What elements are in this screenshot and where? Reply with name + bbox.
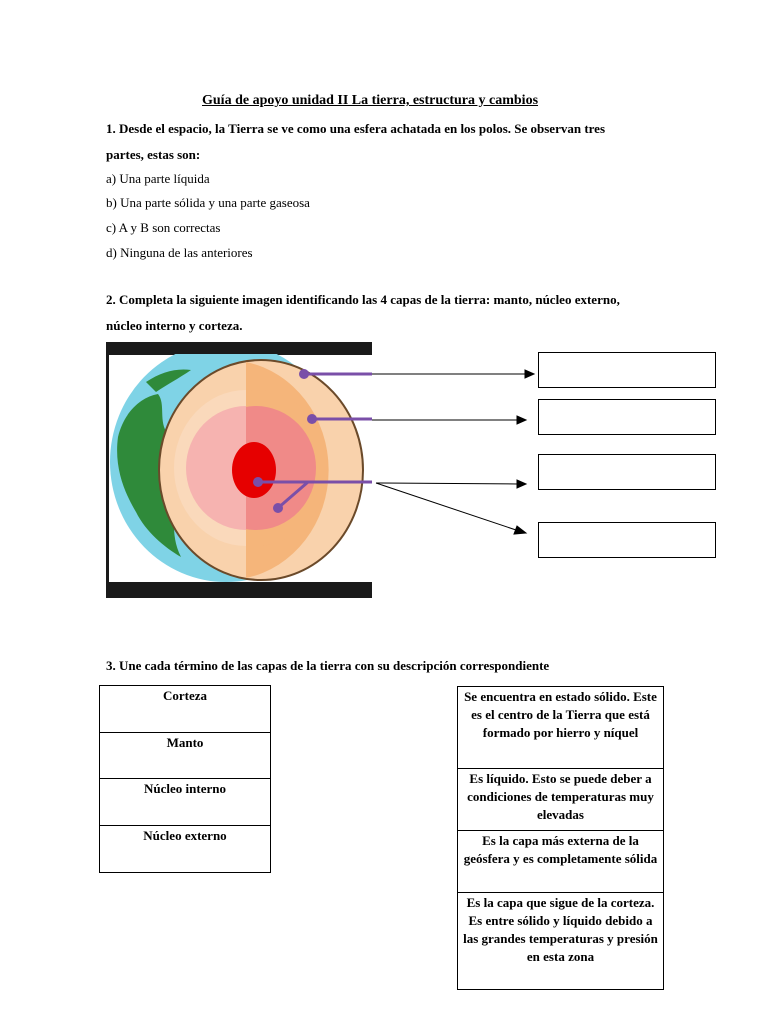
description-cell[interactable]: Se encuentra en estado sólido. Este es el centro de la Tierra que está formado por hierro y níquel <box>458 687 664 769</box>
answer-box-2[interactable] <box>538 399 716 435</box>
option-a: a) Una parte líquida <box>106 171 210 186</box>
answer-box-3[interactable] <box>538 454 716 490</box>
label-arrows <box>372 370 534 534</box>
question-2-text-cont: núcleo interno y corteza. <box>106 318 243 333</box>
description-cell[interactable]: Es líquido. Esto se puede deber a condiciones de temperaturas muy elevadas <box>458 769 664 831</box>
question-1-text: 1. Desde el espacio, la Tierra se ve como una esfera achatada en los polos. Se observan tres <box>106 121 606 136</box>
earth-layers-figure <box>106 342 718 600</box>
option-c: c) A y B son correctas <box>106 220 221 235</box>
frame-bottom-bar <box>106 582 372 598</box>
answer-box-4[interactable] <box>538 522 716 558</box>
term-cell[interactable]: Núcleo interno <box>100 779 271 826</box>
question-2-text: 2. Completa la siguiente imagen identificando las 4 capas de la tierra: manto, núcleo externo, <box>106 292 620 307</box>
page-title: Guía de apoyo unidad II La tierra, estructura y cambios <box>202 93 539 108</box>
option-d: d) Ninguna de las anteriores <box>106 245 253 260</box>
term-cell[interactable]: Núcleo externo <box>100 826 271 873</box>
descriptions-table <box>457 686 664 990</box>
option-b: b) Una parte sólida y una parte gaseosa <box>106 195 310 210</box>
question-3-text: 3. Une cada término de las capas de la tierra con su descripción correspondiente <box>106 658 550 673</box>
description-cell[interactable]: Es la capa más externa de la geósfera y es completamente sólida <box>458 831 664 893</box>
inner-core-layer <box>232 442 276 498</box>
term-cell[interactable]: Corteza <box>100 686 271 733</box>
frame-left-bar <box>106 354 109 584</box>
answer-box-1[interactable] <box>538 352 716 388</box>
description-cell[interactable]: Es la capa que sigue de la corteza. Es entre sólido y líquido debido a las grandes temperaturas y presión en esta zona <box>458 893 664 990</box>
frame-top-bar <box>106 342 372 355</box>
term-cell[interactable]: Manto <box>100 733 271 779</box>
question-1-text-cont: partes, estas son: <box>106 147 201 162</box>
terms-table <box>99 685 271 873</box>
